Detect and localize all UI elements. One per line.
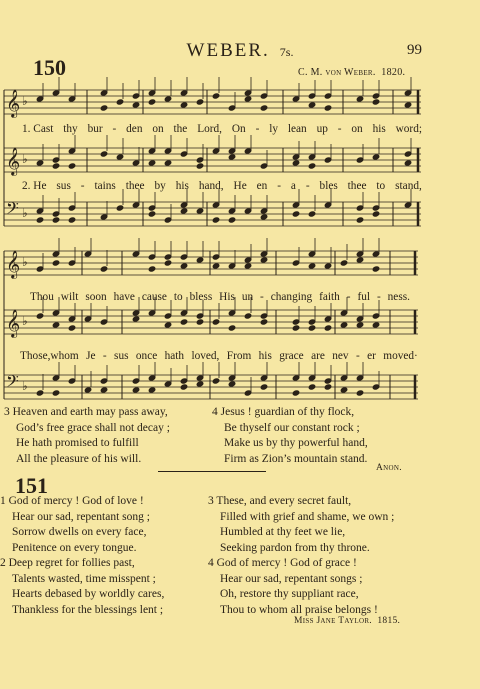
note-head — [148, 159, 157, 166]
note-head — [356, 256, 365, 263]
note-head — [372, 265, 381, 272]
note-head — [68, 324, 77, 331]
note-head — [212, 92, 221, 99]
hymn151-verse-1 — [0, 494, 150, 556]
verse-line: 3 These, and every secret fault, — [208, 495, 352, 507]
verse-line: Hear our sad, repentant songs ; — [220, 572, 363, 585]
note-head — [100, 150, 109, 157]
flat-key-signature: ♭ — [22, 94, 28, 108]
note-head — [212, 377, 221, 384]
note-head — [212, 318, 221, 325]
note-head — [36, 389, 45, 396]
tune-name: WEBER. — [186, 40, 270, 61]
treble-clef: 𝄞 — [6, 147, 21, 175]
note-head — [308, 210, 317, 217]
lyric-syllable: a — [290, 180, 296, 192]
lyric-syllable: on — [152, 123, 164, 135]
note-head — [292, 210, 301, 217]
lyric-syllable: un — [241, 291, 254, 303]
lyric-syllable: - — [102, 350, 107, 362]
lyric-syllable: - — [376, 291, 381, 303]
lyric-syllable: Lord, — [197, 123, 222, 135]
lyric-syllable: cause — [141, 291, 167, 303]
lyric-syllable: stand, — [395, 180, 422, 192]
lyric-syllable: thee — [125, 180, 145, 192]
hymn-number-151: 151 — [15, 473, 48, 498]
lyric-line-2 — [22, 180, 422, 192]
lyric-syllable: soon — [85, 291, 107, 303]
lyric-syllable: ful — [357, 291, 371, 303]
lyric-line-3 — [30, 291, 410, 303]
note-head — [100, 386, 109, 393]
note-head — [340, 386, 349, 393]
lyric-syllable: changing — [270, 291, 313, 303]
lyric-syllable: up — [316, 123, 328, 135]
verse-line: Penitence on every tongue. — [12, 541, 137, 554]
lyric-syllable: grace — [279, 350, 304, 362]
note-head — [324, 324, 333, 331]
verse-line: 4 Jesus ! guardian of thy flock, — [212, 406, 355, 418]
note-head — [260, 383, 269, 390]
treble-clef: 𝄞 — [6, 89, 21, 117]
note-head — [196, 207, 205, 214]
note-head — [228, 153, 237, 160]
note-head — [180, 262, 189, 269]
verse-line: He hath promised to fulfill — [16, 437, 139, 449]
note-head — [84, 386, 93, 393]
lyric-syllable: hand, — [198, 180, 224, 192]
note-head — [180, 383, 189, 390]
hymn151-verse-3 — [208, 494, 394, 556]
note-head — [132, 101, 141, 108]
note-head — [308, 162, 317, 169]
lyric-syllable: thee — [347, 180, 367, 192]
note-head — [164, 259, 173, 266]
lyric-syllable: sus — [114, 350, 129, 362]
lyric-syllable: the — [173, 123, 188, 135]
lyric-syllable: - — [277, 180, 281, 192]
lyric-syllable: moved· — [383, 350, 418, 362]
note-head — [228, 380, 237, 387]
flat-key-signature: ♭ — [22, 255, 28, 269]
lyric-line-4 — [20, 350, 418, 362]
note-head — [116, 204, 125, 211]
bass-clef: 𝄢 — [6, 198, 19, 222]
lyric-syllable: his — [175, 180, 189, 192]
verse-line: 3 Heaven and earth may pass away, — [4, 406, 168, 418]
lyric-syllable: lean — [287, 123, 307, 135]
lyric-syllable: his — [258, 350, 272, 362]
note-head — [52, 389, 61, 396]
lyric-syllable: faith — [319, 291, 340, 303]
verse-line: Thou to whom all praise belongs ! — [220, 603, 378, 616]
lyric-syllable: 1. Cast — [22, 123, 54, 135]
note-head — [132, 386, 141, 393]
note-head — [356, 95, 365, 102]
bass-clef: 𝄢 — [6, 371, 19, 395]
lyric-syllable: Those,whom — [20, 350, 79, 362]
verse-line: Hear our sad, repentant song ; — [12, 510, 150, 523]
lyric-syllable: to — [173, 291, 183, 303]
lyric-syllable: - — [255, 123, 260, 135]
note-head — [404, 159, 413, 166]
note-head — [164, 159, 173, 166]
lyric-syllable: bless — [189, 291, 213, 303]
lyric-syllable: nev — [332, 350, 349, 362]
lyric-syllable: word; — [395, 123, 422, 135]
hymn150-verse-3 — [4, 405, 170, 467]
note-head — [228, 324, 237, 331]
lyric-syllable: on — [351, 123, 363, 135]
note-head — [148, 98, 157, 105]
note-head — [292, 159, 301, 166]
note-head — [244, 262, 253, 269]
verse-line: Humbled at thy feet we lie, — [220, 526, 346, 538]
note-head — [292, 324, 301, 331]
verse-line: Make us by thy powerful hand, — [224, 437, 368, 449]
note-head — [372, 210, 381, 217]
note-head — [260, 318, 269, 325]
note-head — [308, 262, 317, 269]
note-head — [372, 321, 381, 328]
hymn151-credit — [294, 616, 400, 626]
lyric-syllable: his — [372, 123, 386, 135]
note-head — [196, 162, 205, 169]
lyric-syllable: On — [231, 123, 246, 135]
note-head — [52, 162, 61, 169]
note-head — [212, 216, 221, 223]
lyric-syllable: - — [346, 291, 351, 303]
verse-line: God’s free grace shall not decay ; — [16, 421, 170, 434]
verse-line: Filled with grief and shame, we own ; — [220, 510, 395, 523]
lyric-syllable: have — [113, 291, 135, 303]
verse-line: 2 Deep regret for follies past, — [0, 557, 135, 569]
note-head — [148, 386, 157, 393]
author-year: 1815. — [377, 616, 401, 626]
lyric-syllable: en — [256, 180, 268, 192]
note-head — [180, 207, 189, 214]
note-head — [340, 259, 349, 266]
note-head — [324, 383, 333, 390]
lyric-syllable: - — [305, 180, 310, 192]
note-head — [356, 321, 365, 328]
lyric-syllable: 2. He — [22, 180, 47, 192]
lyric-syllable: bles — [319, 180, 338, 192]
note-head — [292, 389, 301, 396]
verse-line: All the pleasure of his will. — [16, 452, 142, 465]
lyric-syllable: From — [226, 350, 252, 362]
note-head — [196, 318, 205, 325]
note-head — [356, 389, 365, 396]
note-head — [164, 321, 173, 328]
lyric-syllable: loved, — [191, 350, 220, 362]
note-head — [244, 312, 253, 319]
lyric-line-1 — [22, 123, 422, 135]
flat-key-signature: ♭ — [22, 379, 28, 393]
lyric-syllable: - — [337, 123, 342, 135]
lyric-syllable: er — [367, 350, 376, 362]
author-name: Miss Jane Taylor. — [294, 616, 372, 626]
lyric-syllable: are — [311, 350, 325, 362]
note-head — [260, 213, 269, 220]
lyric-syllable: to — [376, 180, 386, 192]
note-head — [52, 259, 61, 266]
note-head — [132, 315, 141, 322]
lyric-syllable: sus — [56, 180, 71, 192]
note-head — [36, 312, 45, 319]
note-head — [308, 324, 317, 331]
composer-name: C. M. von Weber. — [298, 67, 376, 78]
note-head — [372, 98, 381, 105]
verse-line: Firm as Zion’s mountain stand. — [224, 452, 368, 465]
note-head — [116, 98, 125, 105]
note-head — [52, 321, 61, 328]
treble-clef: 𝄞 — [6, 250, 21, 278]
hymn-number-150: 150 — [33, 55, 66, 80]
note-head — [356, 216, 365, 223]
note-head — [116, 153, 125, 160]
lyric-syllable: He — [233, 180, 247, 192]
note-head — [212, 262, 221, 269]
lyric-syllable: hath — [164, 350, 185, 362]
note-head — [340, 321, 349, 328]
note-head — [100, 104, 109, 111]
note-head — [308, 101, 317, 108]
flat-key-signature: ♭ — [22, 152, 28, 166]
note-head — [36, 216, 45, 223]
verse-line: Seeking pardon from thy throne. — [220, 541, 370, 554]
note-head — [36, 159, 45, 166]
note-head — [180, 318, 189, 325]
lyric-syllable: Je — [86, 350, 96, 362]
note-head — [404, 101, 413, 108]
composer-year: 1820. — [381, 67, 406, 78]
note-head — [68, 162, 77, 169]
treble-clef: 𝄞 — [6, 309, 21, 337]
note-head — [308, 383, 317, 390]
note-head — [100, 265, 109, 272]
note-head — [148, 210, 157, 217]
flat-key-signature: ♭ — [22, 314, 28, 328]
page-number: 99 — [407, 42, 422, 58]
divider — [158, 471, 266, 472]
lyric-syllable: His — [219, 291, 235, 303]
note-head — [260, 104, 269, 111]
verse-line: Hearts debased by worldly cares, — [12, 588, 165, 600]
note-head — [68, 216, 77, 223]
verse-line: Talents wasted, time misspent ; — [12, 572, 156, 585]
note-head — [260, 256, 269, 263]
verse-line: 1 God of mercy ! God of love ! — [0, 495, 144, 507]
verse-line: Oh, restore thy suppliant race, — [220, 588, 359, 600]
hymn151-verse-2 — [0, 556, 164, 618]
lyric-syllable: - — [112, 123, 117, 135]
verse-line: 4 God of mercy ! God of grace ! — [208, 557, 357, 569]
lyric-syllable: once — [135, 350, 158, 362]
lyric-syllable: wilt — [60, 291, 79, 303]
note-head — [196, 380, 205, 387]
note-head — [324, 262, 333, 269]
hymn150-credit: Anon. — [376, 463, 402, 473]
note-head — [372, 153, 381, 160]
note-head — [196, 256, 205, 263]
note-head — [324, 104, 333, 111]
flat-key-signature: ♭ — [22, 206, 28, 220]
lyric-syllable: - — [355, 350, 360, 362]
note-head — [52, 216, 61, 223]
lyric-syllable: bur — [87, 123, 103, 135]
note-head — [196, 98, 205, 105]
note-head — [228, 216, 237, 223]
lyric-syllable: den — [126, 123, 143, 135]
lyric-syllable: - — [80, 180, 85, 192]
lyric-syllable: - — [260, 291, 264, 303]
note-head — [148, 265, 157, 272]
lyric-syllable: by — [154, 180, 166, 192]
hymn151-verse-4 — [208, 556, 378, 618]
lyric-syllable: thy — [63, 123, 78, 135]
note-head — [244, 95, 253, 102]
hymn150-verse-4 — [212, 405, 368, 467]
note-head — [164, 95, 173, 102]
verse-line: Be thyself our constant rock ; — [224, 421, 360, 434]
lyric-syllable: ness. — [387, 291, 410, 303]
lyric-syllable: ly — [269, 123, 278, 135]
lyric-syllable: Thou — [30, 291, 54, 303]
verse-line: Thankless for the blessings lent ; — [12, 603, 164, 616]
lyric-syllable: tains — [94, 180, 116, 192]
verse-line: Sorrow dwells on every face, — [12, 526, 147, 538]
meter: 7s. — [279, 45, 294, 59]
note-head — [180, 101, 189, 108]
